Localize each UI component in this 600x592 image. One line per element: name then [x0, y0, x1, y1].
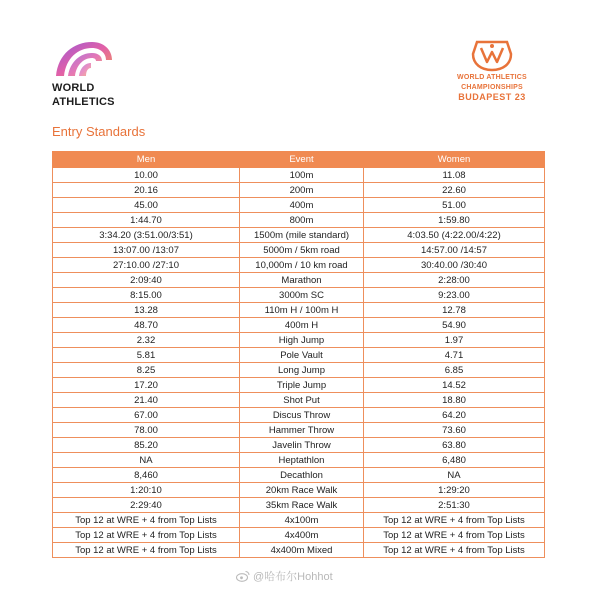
- men-standard-cell: 10.00: [53, 168, 240, 183]
- men-standard-cell: 85.20: [53, 438, 240, 453]
- event-cell: 110m H / 100m H: [240, 303, 364, 318]
- men-standard-cell: Top 12 at WRE + 4 from Top Lists: [53, 513, 240, 528]
- women-standard-cell: 1:59.80: [364, 213, 545, 228]
- world-athletics-logo: [52, 36, 132, 108]
- weibo-icon: [236, 570, 250, 582]
- event-cell: 3000m SC: [240, 288, 364, 303]
- women-standard-cell: 63.80: [364, 438, 545, 453]
- women-standard-cell: 64.20: [364, 408, 545, 423]
- men-standard-cell: 2:09:40: [53, 273, 240, 288]
- men-standard-cell: 67.00: [53, 408, 240, 423]
- table-row: [53, 438, 545, 453]
- table-row: [53, 273, 545, 288]
- table-row: [53, 228, 545, 243]
- entry-standards-table: [52, 151, 545, 558]
- women-standard-cell: 73.60: [364, 423, 545, 438]
- column-header-men: Men: [53, 152, 240, 168]
- table-row: [53, 393, 545, 408]
- men-standard-cell: 13:07.00 /13:07: [53, 243, 240, 258]
- table-row: [53, 468, 545, 483]
- event-cell: Decathlon: [240, 468, 364, 483]
- event-cell: 10,000m / 10 km road: [240, 258, 364, 273]
- watermark-text: @哈布尔Hohhot: [253, 571, 333, 583]
- men-standard-cell: 5.81: [53, 348, 240, 363]
- women-standard-cell: 9:23.00: [364, 288, 545, 303]
- women-standard-cell: 18.80: [364, 393, 545, 408]
- event-cell: 400m: [240, 198, 364, 213]
- left-logo-line-1: WORLD: [52, 82, 95, 94]
- event-cell: Discus Throw: [240, 408, 364, 423]
- women-standard-cell: 22.60: [364, 183, 545, 198]
- event-cell: 35km Race Walk: [240, 498, 364, 513]
- championships-logo: [444, 38, 540, 102]
- event-cell: 4x400m Mixed: [240, 543, 364, 558]
- men-standard-cell: 1:44.70: [53, 213, 240, 228]
- right-logo-line-2: CHAMPIONSHIPS: [461, 84, 523, 91]
- table-row: [53, 348, 545, 363]
- women-standard-cell: 4:03.50 (4:22.00/4:22): [364, 228, 545, 243]
- watermark: [236, 568, 333, 584]
- championships-logo-icon: [471, 38, 513, 72]
- men-standard-cell: 8.25: [53, 363, 240, 378]
- table-row: [53, 423, 545, 438]
- women-standard-cell: 14:57.00 /14:57: [364, 243, 545, 258]
- table-row: [53, 513, 545, 528]
- women-standard-cell: 1.97: [364, 333, 545, 348]
- section-title: Entry Standards: [52, 124, 146, 139]
- table-row: [53, 363, 545, 378]
- table-row: [53, 183, 545, 198]
- event-cell: Triple Jump: [240, 378, 364, 393]
- event-cell: Marathon: [240, 273, 364, 288]
- event-cell: 4x100m: [240, 513, 364, 528]
- men-standard-cell: 20.16: [53, 183, 240, 198]
- table-row: [53, 408, 545, 423]
- women-standard-cell: 11.08: [364, 168, 545, 183]
- men-standard-cell: 21.40: [53, 393, 240, 408]
- table-row: [53, 303, 545, 318]
- table-row: [53, 213, 545, 228]
- women-standard-cell: 12.78: [364, 303, 545, 318]
- column-header-event: Event: [240, 152, 364, 168]
- table-row: [53, 318, 545, 333]
- women-standard-cell: Top 12 at WRE + 4 from Top Lists: [364, 528, 545, 543]
- event-cell: Heptathlon: [240, 453, 364, 468]
- women-standard-cell: 2:28:00: [364, 273, 545, 288]
- women-standard-cell: Top 12 at WRE + 4 from Top Lists: [364, 543, 545, 558]
- men-standard-cell: 3:34.20 (3:51.00/3:51): [53, 228, 240, 243]
- men-standard-cell: 17.20: [53, 378, 240, 393]
- men-standard-cell: NA: [53, 453, 240, 468]
- event-cell: Long Jump: [240, 363, 364, 378]
- table-row: [53, 243, 545, 258]
- table-row: [53, 528, 545, 543]
- event-cell: 1500m (mile standard): [240, 228, 364, 243]
- table-row: [53, 333, 545, 348]
- table-body: [53, 168, 545, 558]
- men-standard-cell: 13.28: [53, 303, 240, 318]
- men-standard-cell: 45.00: [53, 198, 240, 213]
- women-standard-cell: 54.90: [364, 318, 545, 333]
- women-standard-cell: 6,480: [364, 453, 545, 468]
- men-standard-cell: 78.00: [53, 423, 240, 438]
- table-row: [53, 378, 545, 393]
- women-standard-cell: 51.00: [364, 198, 545, 213]
- men-standard-cell: 2:29:40: [53, 498, 240, 513]
- table-row: [53, 483, 545, 498]
- men-standard-cell: Top 12 at WRE + 4 from Top Lists: [53, 528, 240, 543]
- event-cell: 200m: [240, 183, 364, 198]
- event-cell: Shot Put: [240, 393, 364, 408]
- event-cell: Hammer Throw: [240, 423, 364, 438]
- world-athletics-logo-icon: [52, 36, 116, 80]
- table-row: [53, 198, 545, 213]
- right-logo-city: BUDAPEST 23: [458, 92, 526, 102]
- table-row: [53, 543, 545, 558]
- women-standard-cell: 14.52: [364, 378, 545, 393]
- men-standard-cell: 27:10.00 /27:10: [53, 258, 240, 273]
- table-header-row: [53, 152, 545, 168]
- event-cell: Pole Vault: [240, 348, 364, 363]
- event-cell: 20km Race Walk: [240, 483, 364, 498]
- table-row: [53, 498, 545, 513]
- women-standard-cell: 1:29:20: [364, 483, 545, 498]
- column-header-women: Women: [364, 152, 545, 168]
- women-standard-cell: Top 12 at WRE + 4 from Top Lists: [364, 513, 545, 528]
- event-cell: Javelin Throw: [240, 438, 364, 453]
- men-standard-cell: 8,460: [53, 468, 240, 483]
- women-standard-cell: 30:40.00 /30:40: [364, 258, 545, 273]
- table-row: [53, 168, 545, 183]
- event-cell: High Jump: [240, 333, 364, 348]
- event-cell: 400m H: [240, 318, 364, 333]
- table-row: [53, 288, 545, 303]
- left-logo-line-2: ATHLETICS: [52, 96, 115, 108]
- table-row: [53, 258, 545, 273]
- event-cell: 4x400m: [240, 528, 364, 543]
- right-logo-line-1: WORLD ATHLETICS: [457, 74, 527, 81]
- women-standard-cell: 4.71: [364, 348, 545, 363]
- men-standard-cell: Top 12 at WRE + 4 from Top Lists: [53, 543, 240, 558]
- men-standard-cell: 2.32: [53, 333, 240, 348]
- table-row: [53, 453, 545, 468]
- men-standard-cell: 1:20:10: [53, 483, 240, 498]
- women-standard-cell: 6.85: [364, 363, 545, 378]
- men-standard-cell: 8:15.00: [53, 288, 240, 303]
- men-standard-cell: 48.70: [53, 318, 240, 333]
- event-cell: 800m: [240, 213, 364, 228]
- event-cell: 100m: [240, 168, 364, 183]
- event-cell: 5000m / 5km road: [240, 243, 364, 258]
- women-standard-cell: 2:51:30: [364, 498, 545, 513]
- women-standard-cell: NA: [364, 468, 545, 483]
